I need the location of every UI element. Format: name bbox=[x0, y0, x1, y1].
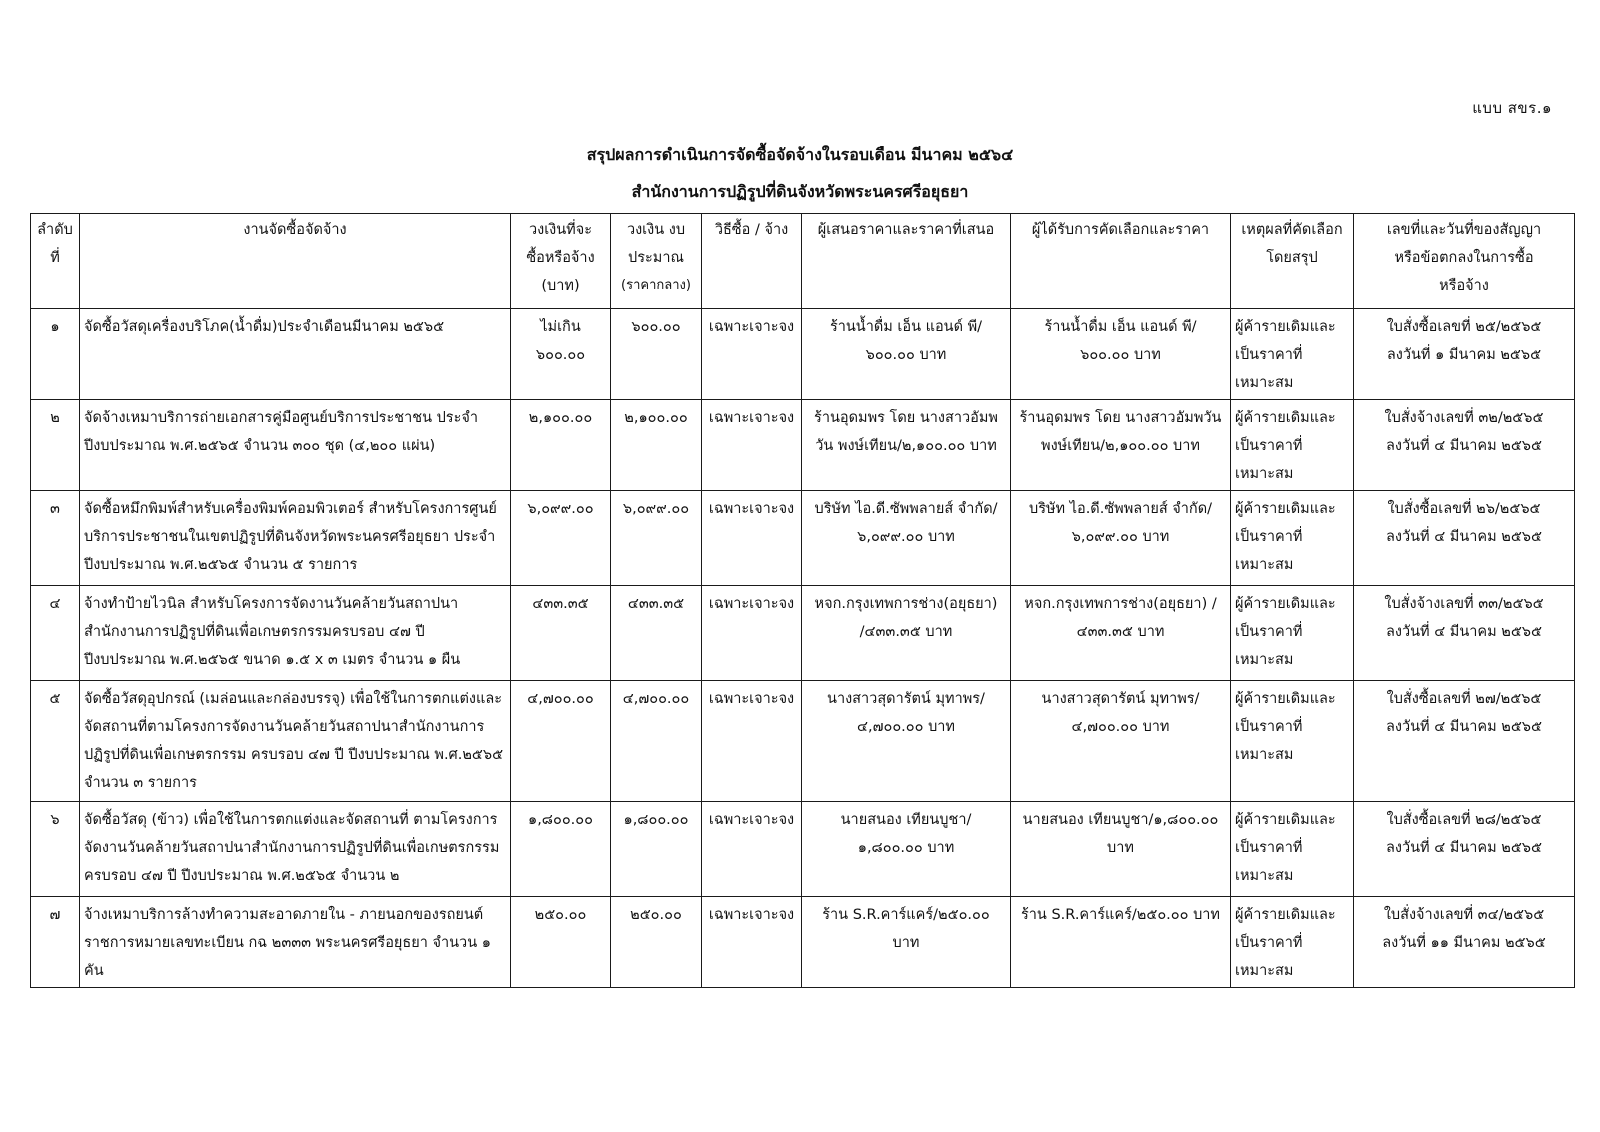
cell-work: จัดซื้อหมึกพิมพ์สำหรับเครื่องพิมพ์คอมพิวเตอร์ สำหรับโครงการศูนย์บริการประชาชนในเขตปฏิรูปที่ดินจังหวัดพระนครศรีอยุธยา ประจำปีงบประมาณ พ.ศ.๒๕๖๕ จำนวน ๕ รายการ bbox=[80, 491, 511, 586]
cell-selected: บริษัท ไอ.ดี.ซัพพลายส์ จำกัด/ ๖,๐๙๙.๐๐ บาท bbox=[1011, 491, 1231, 586]
cell-no: ๓ bbox=[31, 491, 80, 586]
cell-selected: ร้าน S.R.คาร์แคร์/๒๕๐.๐๐ บาท bbox=[1011, 897, 1231, 988]
table-row bbox=[31, 400, 1575, 491]
cell-method: เฉพาะเจาะจง bbox=[702, 309, 802, 400]
procurement-table bbox=[30, 213, 1575, 988]
cell-bidders: นายสนอง เทียนบูชา/ ๑,๘๐๐.๐๐ บาท bbox=[802, 802, 1011, 897]
cell-no: ๒ bbox=[31, 400, 80, 491]
header-budget-label: วงเงิน งบประมาณ bbox=[626, 222, 686, 266]
cell-amount: ไม่เกิน ๖๐๐.๐๐ bbox=[511, 309, 611, 400]
cell-selected: นายสนอง เทียนบูชา/๑,๘๐๐.๐๐ บาท bbox=[1011, 802, 1231, 897]
table-row bbox=[31, 586, 1575, 681]
header-method: วิธีซื้อ / จ้าง bbox=[702, 214, 802, 309]
cell-bidders: นางสาวสุดารัตน์ มุทาพร/ ๔,๗๐๐.๐๐ บาท bbox=[802, 681, 1011, 802]
cell-reason: ผู้ค้ารายเดิมและ เป็นราคาที่ เหมาะสม bbox=[1231, 491, 1354, 586]
cell-selected: ร้านอุดมพร โดย นางสาวอัมพวัน พงษ์เทียน/๒,๑๐๐.๐๐ บาท bbox=[1011, 400, 1231, 491]
cell-method: เฉพาะเจาะจง bbox=[702, 802, 802, 897]
cell-method: เฉพาะเจาะจง bbox=[702, 400, 802, 491]
header-contract: เลขที่และวันที่ของสัญญา หรือข้อตกลงในการซื้อ หรือจ้าง bbox=[1354, 214, 1575, 309]
table-row bbox=[31, 309, 1575, 400]
cell-selected: หจก.กรุงเทพการช่าง(อยุธยา) / ๔๓๓.๓๕ บาท bbox=[1011, 586, 1231, 681]
header-work: งานจัดซื้อจัดจ้าง bbox=[80, 214, 511, 309]
cell-method: เฉพาะเจาะจง bbox=[702, 586, 802, 681]
header-reason: เหตุผลที่คัดเลือก โดยสรุป bbox=[1231, 214, 1354, 309]
cell-contract: ใบสั่งจ้างเลขที่ ๓๒/๒๕๖๕ ลงวันที่ ๔ มีนาคม ๒๕๖๕ bbox=[1354, 400, 1575, 491]
cell-work: จัดซื้อวัสดุ (ข้าว) เพื่อใช้ในการตกแต่งและจัดสถานที่ ตามโครงการจัดงานวันคล้ายวันสถาปนาสำนักงานการปฏิรูปที่ดินเพื่อเกษตรกรรม ครบรอบ ๔๗ ปี ปีงบประมาณ พ.ศ.๒๕๖๕ จำนวน ๒ bbox=[80, 802, 511, 897]
cell-bidders: ร้านอุดมพร โดย นางสาวอัมพ วัน พงษ์เทียน/๒,๑๐๐.๐๐ บาท bbox=[802, 400, 1011, 491]
cell-selected: นางสาวสุดารัตน์ มุทาพร/ ๔,๗๐๐.๐๐ บาท bbox=[1011, 681, 1231, 802]
form-code: แบบ สขร.๑ bbox=[1472, 99, 1552, 117]
table-row bbox=[31, 491, 1575, 586]
cell-budget: ๒๕๐.๐๐ bbox=[611, 897, 702, 988]
cell-no: ๑ bbox=[31, 309, 80, 400]
cell-method: เฉพาะเจาะจง bbox=[702, 897, 802, 988]
cell-bidders: ร้าน S.R.คาร์แคร์/๒๕๐.๐๐ บาท bbox=[802, 897, 1011, 988]
header-budget bbox=[611, 214, 702, 309]
cell-contract: ใบสั่งซื้อเลขที่ ๒๘/๒๕๖๕ ลงวันที่ ๔ มีนาคม ๒๕๖๕ bbox=[1354, 802, 1575, 897]
cell-no: ๕ bbox=[31, 681, 80, 802]
table-row bbox=[31, 897, 1575, 988]
header-row bbox=[31, 214, 1575, 309]
cell-contract: ใบสั่งจ้างเลขที่ ๓๓/๒๕๖๕ ลงวันที่ ๔ มีนาคม ๒๕๖๕ bbox=[1354, 586, 1575, 681]
cell-work: จัดซื้อวัสดุอุปกรณ์ (เมล่อนและกล่องบรรจุ) เพื่อใช้ในการตกแต่งและจัดสถานที่ตามโครงการจัดงานวันคล้ายวันสถาปนาสำนักงานการปฏิรูปที่ดินเพื่อเกษตรกรรม ครบรอบ ๔๗ ปี ปีงบประมาณ พ.ศ.๒๕๖๕ จำนวน ๓ รายการ bbox=[80, 681, 511, 802]
cell-no: ๗ bbox=[31, 897, 80, 988]
cell-amount: ๒๕๐.๐๐ bbox=[511, 897, 611, 988]
table-row bbox=[31, 802, 1575, 897]
cell-bidders: บริษัท ไอ.ดี.ซัพพลายส์ จำกัด/ ๖,๐๙๙.๐๐ บาท bbox=[802, 491, 1011, 586]
report-title: สรุปผลการดำเนินการจัดซื้อจัดจ้างในรอบเดือน มีนาคม ๒๕๖๔ bbox=[586, 145, 1014, 164]
cell-work: จัดจ้างเหมาบริการถ่ายเอกสารคู่มือศูนย์บริการประชาชน ประจำปีงบประมาณ พ.ศ.๒๕๖๕ จำนวน ๓๐๐ ชุด (๔,๒๐๐ แผ่น) bbox=[80, 400, 511, 491]
cell-reason: ผู้ค้ารายเดิมและ เป็นราคาที่ เหมาะสม bbox=[1231, 400, 1354, 491]
cell-bidders: ร้านน้ำดื่ม เอ็น แอนด์ พี/ ๖๐๐.๐๐ บาท bbox=[802, 309, 1011, 400]
cell-contract: ใบสั่งซื้อเลขที่ ๒๗/๒๕๖๕ ลงวันที่ ๔ มีนาคม ๒๕๖๕ bbox=[1354, 681, 1575, 802]
cell-method: เฉพาะเจาะจง bbox=[702, 681, 802, 802]
cell-amount: ๑,๘๐๐.๐๐ bbox=[511, 802, 611, 897]
cell-amount: ๔,๗๐๐.๐๐ bbox=[511, 681, 611, 802]
cell-method: เฉพาะเจาะจง bbox=[702, 491, 802, 586]
header-amount: วงเงินที่จะ ซื้อหรือจ้าง (บาท) bbox=[511, 214, 611, 309]
cell-reason: ผู้ค้ารายเดิมและ เป็นราคาที่ เหมาะสม bbox=[1231, 802, 1354, 897]
cell-work: จัดซื้อวัสดุเครื่องบริโภค(น้ำดื่ม)ประจำเดือนมีนาคม ๒๕๖๕ bbox=[80, 309, 511, 400]
cell-reason: ผู้ค้ารายเดิมและ เป็นราคาที่ เหมาะสม bbox=[1231, 586, 1354, 681]
cell-contract: ใบสั่งจ้างเลขที่ ๓๔/๒๕๖๕ ลงวันที่ ๑๑ มีนาคม ๒๕๖๕ bbox=[1354, 897, 1575, 988]
header-selected: ผู้ได้รับการคัดเลือกและราคา bbox=[1011, 214, 1231, 309]
cell-budget: ๒,๑๐๐.๐๐ bbox=[611, 400, 702, 491]
cell-reason: ผู้ค้ารายเดิมและ เป็นราคาที่ เหมาะสม bbox=[1231, 897, 1354, 988]
cell-amount: ๖,๐๙๙.๐๐ bbox=[511, 491, 611, 586]
cell-amount: ๒,๑๐๐.๐๐ bbox=[511, 400, 611, 491]
header-no: ลำดับ ที่ bbox=[31, 214, 80, 309]
cell-contract: ใบสั่งซื้อเลขที่ ๒๖/๒๕๖๕ ลงวันที่ ๔ มีนาคม ๒๕๖๕ bbox=[1354, 491, 1575, 586]
cell-no: ๖ bbox=[31, 802, 80, 897]
table-row bbox=[31, 681, 1575, 802]
cell-reason: ผู้ค้ารายเดิมและ เป็นราคาที่ เหมาะสม bbox=[1231, 309, 1354, 400]
cell-budget: ๖,๐๙๙.๐๐ bbox=[611, 491, 702, 586]
cell-amount: ๔๓๓.๓๕ bbox=[511, 586, 611, 681]
cell-no: ๔ bbox=[31, 586, 80, 681]
cell-bidders: หจก.กรุงเทพการช่าง(อยุธยา) /๔๓๓.๓๕ บาท bbox=[802, 586, 1011, 681]
cell-budget: ๖๐๐.๐๐ bbox=[611, 309, 702, 400]
cell-budget: ๔,๗๐๐.๐๐ bbox=[611, 681, 702, 802]
cell-contract: ใบสั่งซื้อเลขที่ ๒๕/๒๕๖๕ ลงวันที่ ๑ มีนาคม ๒๕๖๕ bbox=[1354, 309, 1575, 400]
agency-title: สำนักงานการปฏิรูปที่ดินจังหวัดพระนครศรีอยุธยา bbox=[631, 182, 969, 201]
cell-budget: ๔๓๓.๓๕ bbox=[611, 586, 702, 681]
cell-budget: ๑,๘๐๐.๐๐ bbox=[611, 802, 702, 897]
cell-work: จ้างเหมาบริการล้างทำความสะอาดภายใน - ภายนอกของรถยนต์ราชการหมายเลขทะเบียน กฉ ๒๓๓๓ พระนครศรีอยุธยา จำนวน ๑ คัน bbox=[80, 897, 511, 988]
cell-reason: ผู้ค้ารายเดิมและ เป็นราคาที่ เหมาะสม bbox=[1231, 681, 1354, 802]
cell-selected: ร้านน้ำดื่ม เอ็น แอนด์ พี/ ๖๐๐.๐๐ บาท bbox=[1011, 309, 1231, 400]
header-bidders: ผู้เสนอราคาและราคาที่เสนอ bbox=[802, 214, 1011, 309]
header-budget-sub: (ราคากลาง) bbox=[621, 278, 691, 293]
cell-work: จ้างทำป้ายไวนิล สำหรับโครงการจัดงานวันคล้ายวันสถาปนา สำนักงานการปฏิรูปที่ดินเพื่อเกษตรกรรมครบรอบ ๔๗ ปี ปีงบประมาณ พ.ศ.๒๕๖๕ ขนาด ๑.๕ x ๓ เมตร จำนวน ๑ ผืน bbox=[80, 586, 511, 681]
